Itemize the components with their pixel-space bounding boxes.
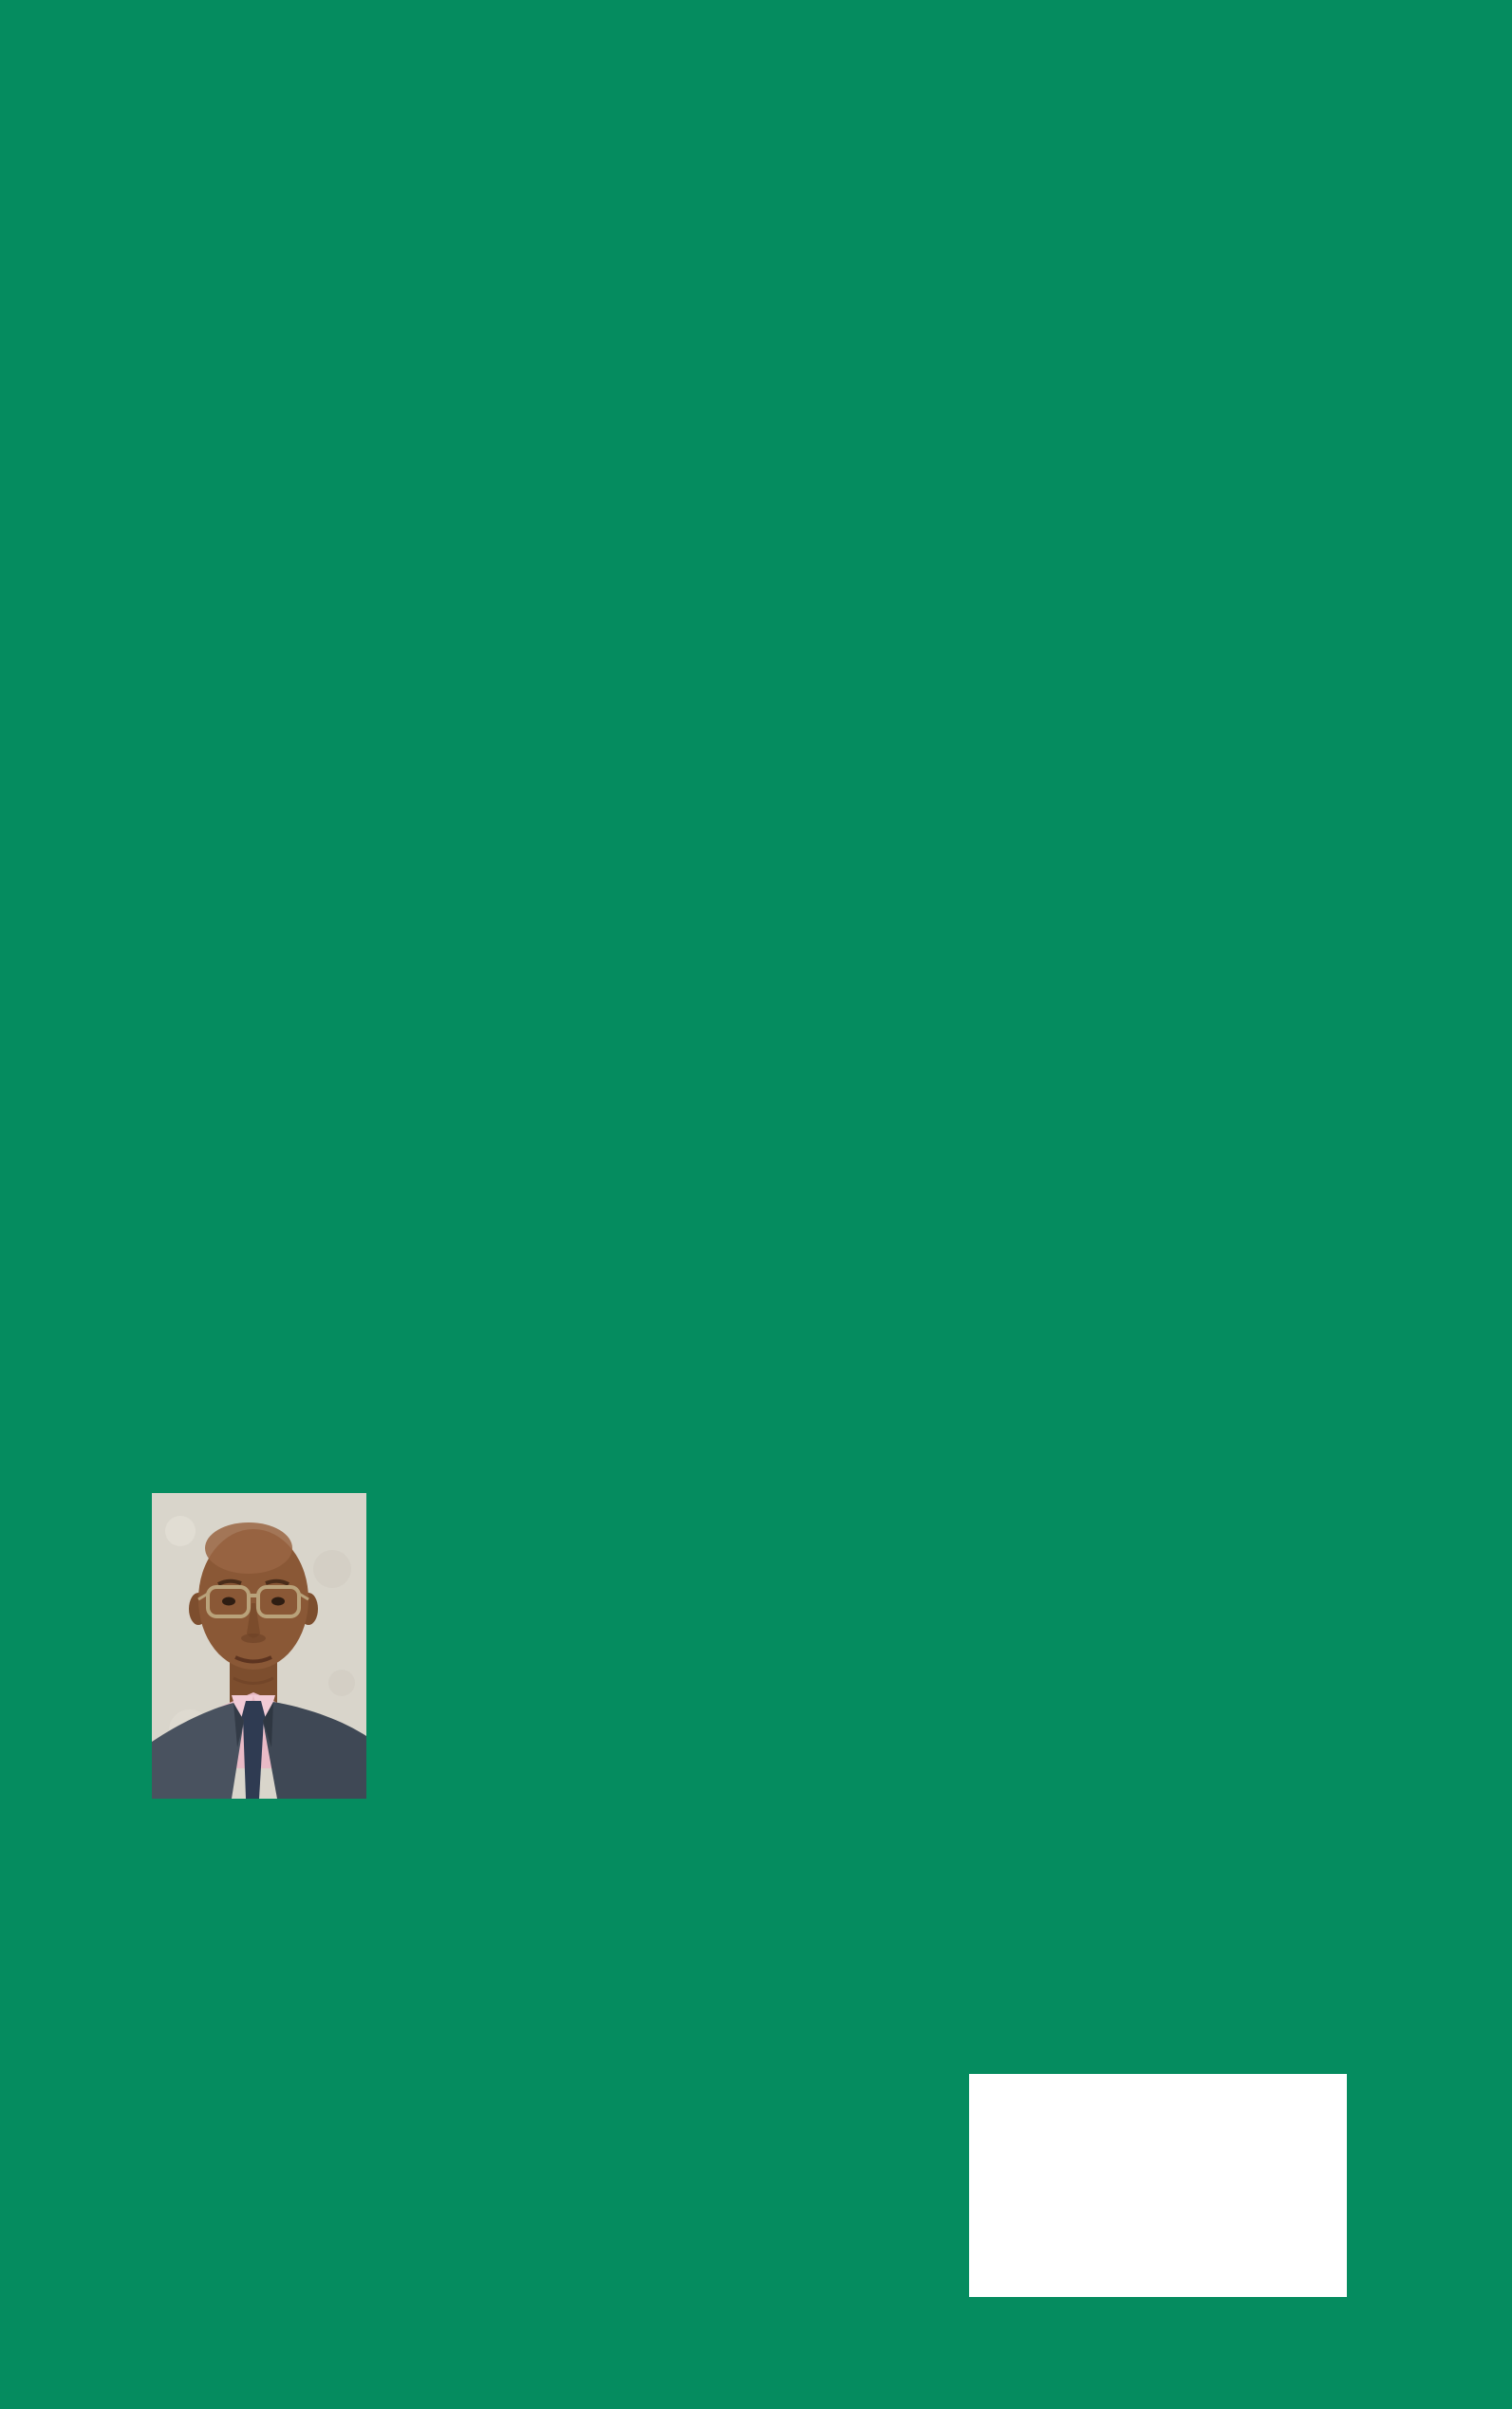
author-photo: [152, 1493, 366, 1799]
author-section: [152, 1485, 1350, 1808]
barcode-svg: [969, 2074, 1347, 2297]
barcode: [969, 2074, 1347, 2297]
